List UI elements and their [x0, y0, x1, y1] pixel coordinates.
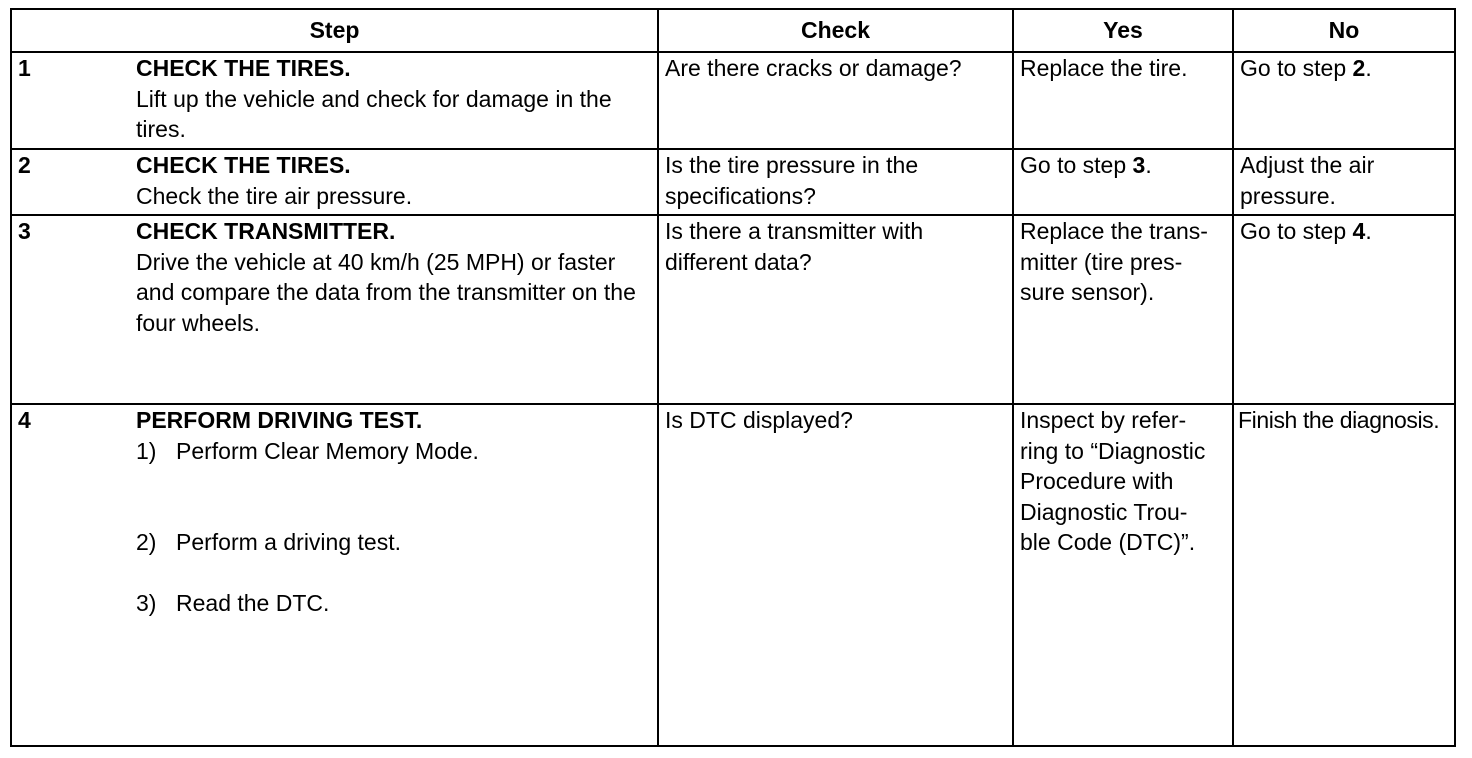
substep-text: Read the DTC. [176, 589, 330, 616]
header-row [11, 9, 1455, 52]
step-cell [11, 215, 658, 404]
no-text: Go to step [1240, 55, 1353, 81]
diagnostic-table [10, 8, 1456, 747]
substep-text: Perform a driving test. [176, 529, 401, 555]
header-step: Step [11, 9, 658, 52]
check-cell: Is there a transmitter with different data? [658, 215, 1013, 404]
substep-text: Perform Clear Memory Mode. [176, 437, 479, 464]
check-cell: Is the tire pressure in the specifications? [658, 149, 1013, 215]
substep [136, 588, 651, 619]
step-reference: 2 [1352, 55, 1366, 81]
yes-line: Diagnostic Trou- [1020, 498, 1188, 525]
step-description: Drive the vehicle at 40 km/h (25 MPH) or faster and compare the data from the transmitter on the four wheels. [136, 248, 636, 336]
step-number: 4 [18, 407, 31, 433]
yes-line: mitter (tire pres- [1020, 248, 1183, 275]
substep-number: 3) [136, 589, 157, 616]
yes-line: ble Code (DTC)”. [1020, 529, 1196, 555]
step-reference: 3 [1132, 152, 1146, 178]
yes-suffix: . [1145, 152, 1152, 178]
yes-line: Procedure with [1020, 468, 1174, 494]
step-cell [11, 404, 658, 746]
no-cell: Adjust the air pressure. [1233, 149, 1455, 215]
step-title: CHECK THE TIRES. [136, 55, 351, 81]
substep [136, 527, 651, 558]
header-check: Check [658, 9, 1013, 52]
step-title: PERFORM DRIVING TEST. [136, 407, 423, 433]
yes-line: ring to “Diagnostic [1020, 437, 1206, 464]
header-no: No [1233, 9, 1455, 52]
step-number: 3 [18, 218, 31, 244]
substep-number: 1) [136, 437, 157, 464]
step-reference: 4 [1352, 218, 1366, 244]
yes-line: sure sensor). [1020, 279, 1155, 305]
table-row [11, 404, 1455, 746]
no-cell [1233, 52, 1455, 149]
yes-cell [1013, 404, 1233, 746]
no-suffix: . [1365, 218, 1372, 244]
step-title: CHECK TRANSMITTER. [136, 218, 396, 244]
yes-text: Go to step [1020, 152, 1133, 178]
no-cell [1233, 215, 1455, 404]
table-row [11, 52, 1455, 149]
step-number: 1 [18, 55, 31, 81]
header-yes: Yes [1013, 9, 1233, 52]
step-description: Lift up the vehicle and check for damage in the tires. [136, 85, 612, 142]
step-cell [11, 52, 658, 149]
yes-line: Inspect by refer- [1020, 407, 1187, 433]
step-description: Check the tire air pressure. [136, 182, 413, 209]
yes-cell [1013, 215, 1233, 404]
check-cell: Is DTC displayed? [658, 404, 1013, 746]
step-title: CHECK THE TIRES. [136, 152, 351, 178]
table-row [11, 149, 1455, 215]
yes-line: Replace the trans- [1020, 218, 1208, 244]
yes-cell [1013, 149, 1233, 215]
check-cell: Are there cracks or damage? [658, 52, 1013, 149]
no-suffix: . [1365, 55, 1372, 81]
step-number: 2 [18, 152, 31, 178]
yes-cell: Replace the tire. [1013, 52, 1233, 149]
substep-number: 2) [136, 529, 157, 555]
no-text: Go to step [1240, 218, 1353, 244]
step-cell [11, 149, 658, 215]
no-cell: Finish the diagnosis. [1233, 404, 1455, 746]
table-row [11, 215, 1455, 404]
substep [136, 436, 651, 467]
